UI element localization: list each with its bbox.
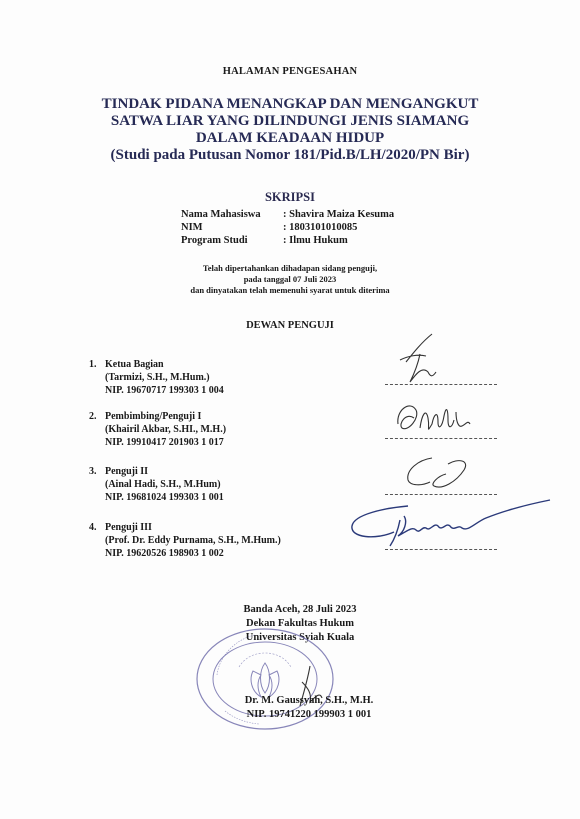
examiner-3-number: 3.: [89, 466, 97, 477]
place-date: Banda Aceh, 28 Juli 2023: [243, 604, 357, 615]
student-program-row: [181, 235, 348, 246]
page-header: HALAMAN PENGESAHAN: [222, 66, 358, 77]
defense-line-3: dan dinyatakan telah memenuhi syarat untuk diterima: [190, 285, 390, 295]
student-name-value: : Shavira Maiza Kesuma: [283, 209, 395, 220]
dean-title: Dekan Fakultas Hukum: [246, 618, 354, 629]
student-name-label: Nama Mahasiswa: [181, 209, 261, 220]
defense-line-1: Telah dipertahankan dihadapan sidang penguji,: [202, 263, 378, 273]
title-line-3: DALAM KEADAAN HIDUP: [195, 130, 385, 146]
examiner-4-number: 4.: [89, 522, 97, 533]
examiner-3: [89, 465, 224, 504]
student-nim-value: : 1803101010085: [283, 222, 358, 233]
title-line-4: (Studi pada Putusan Nomor 181/Pid.B/LH/2020/PN Bir): [110, 147, 470, 163]
thesis-title: [0, 96, 580, 164]
student-name-row: [181, 209, 394, 220]
signature-1-image: [392, 332, 452, 388]
examiner-3-nip: NIP. 19681024 199303 1 001: [105, 492, 224, 503]
dean-nip: NIP. 19741220 199903 1 001: [246, 709, 372, 720]
signature-4-image: [346, 492, 556, 552]
defense-line-2: pada tanggal 07 Juli 2023: [243, 274, 337, 284]
examiner-1-number: 1.: [89, 359, 97, 370]
examiner-3-name: (Ainal Hadi, S.H., M.Hum): [105, 479, 221, 490]
examiner-2-role: Pembimbing/Penguji I: [105, 411, 202, 422]
signature-3-image: [398, 450, 478, 496]
signature-2-image: [392, 394, 472, 444]
examiner-1-name: (Tarmizi, S.H., M.Hum.): [105, 372, 210, 383]
student-program-label: Program Studi: [181, 235, 248, 246]
defense-statement: [0, 263, 580, 296]
examiner-1: [89, 358, 224, 397]
dean-name: Dr. M. Gaussyah, S.H., M.H.: [244, 695, 374, 706]
examiner-4-nip: NIP. 19620526 198903 1 002: [105, 548, 224, 559]
examiner-1-role: Ketua Bagian: [105, 359, 164, 370]
examiner-2-name: (Khairil Akbar, S.HI., M.H.): [105, 424, 227, 435]
examiner-2: [89, 410, 226, 449]
student-nim-label: NIM: [181, 222, 203, 233]
university-name: Universitas Syiah Kuala: [245, 632, 355, 643]
examiner-2-number: 2.: [89, 411, 97, 422]
examiner-4: [89, 521, 281, 560]
examiner-3-role: Penguji II: [105, 466, 149, 477]
board-title: DEWAN PENGUJI: [246, 320, 334, 331]
title-line-1: TINDAK PIDANA MENANGKAP DAN MENGANGKUT: [101, 96, 479, 112]
examiner-1-nip: NIP. 19670717 199303 1 004: [105, 385, 224, 396]
student-nim-row: [181, 222, 357, 233]
title-line-2: SATWA LIAR YANG DILINDUNGI JENIS SIAMANG: [110, 113, 470, 129]
examiner-2-nip: NIP. 19910417 201903 1 017: [105, 437, 224, 448]
student-program-value: : Ilmu Hukum: [283, 235, 348, 246]
examiner-4-role: Penguji III: [105, 522, 152, 533]
document-type: SKRIPSI: [264, 190, 316, 204]
examiner-4-name: (Prof. Dr. Eddy Purnama, S.H., M.Hum.): [105, 535, 281, 546]
